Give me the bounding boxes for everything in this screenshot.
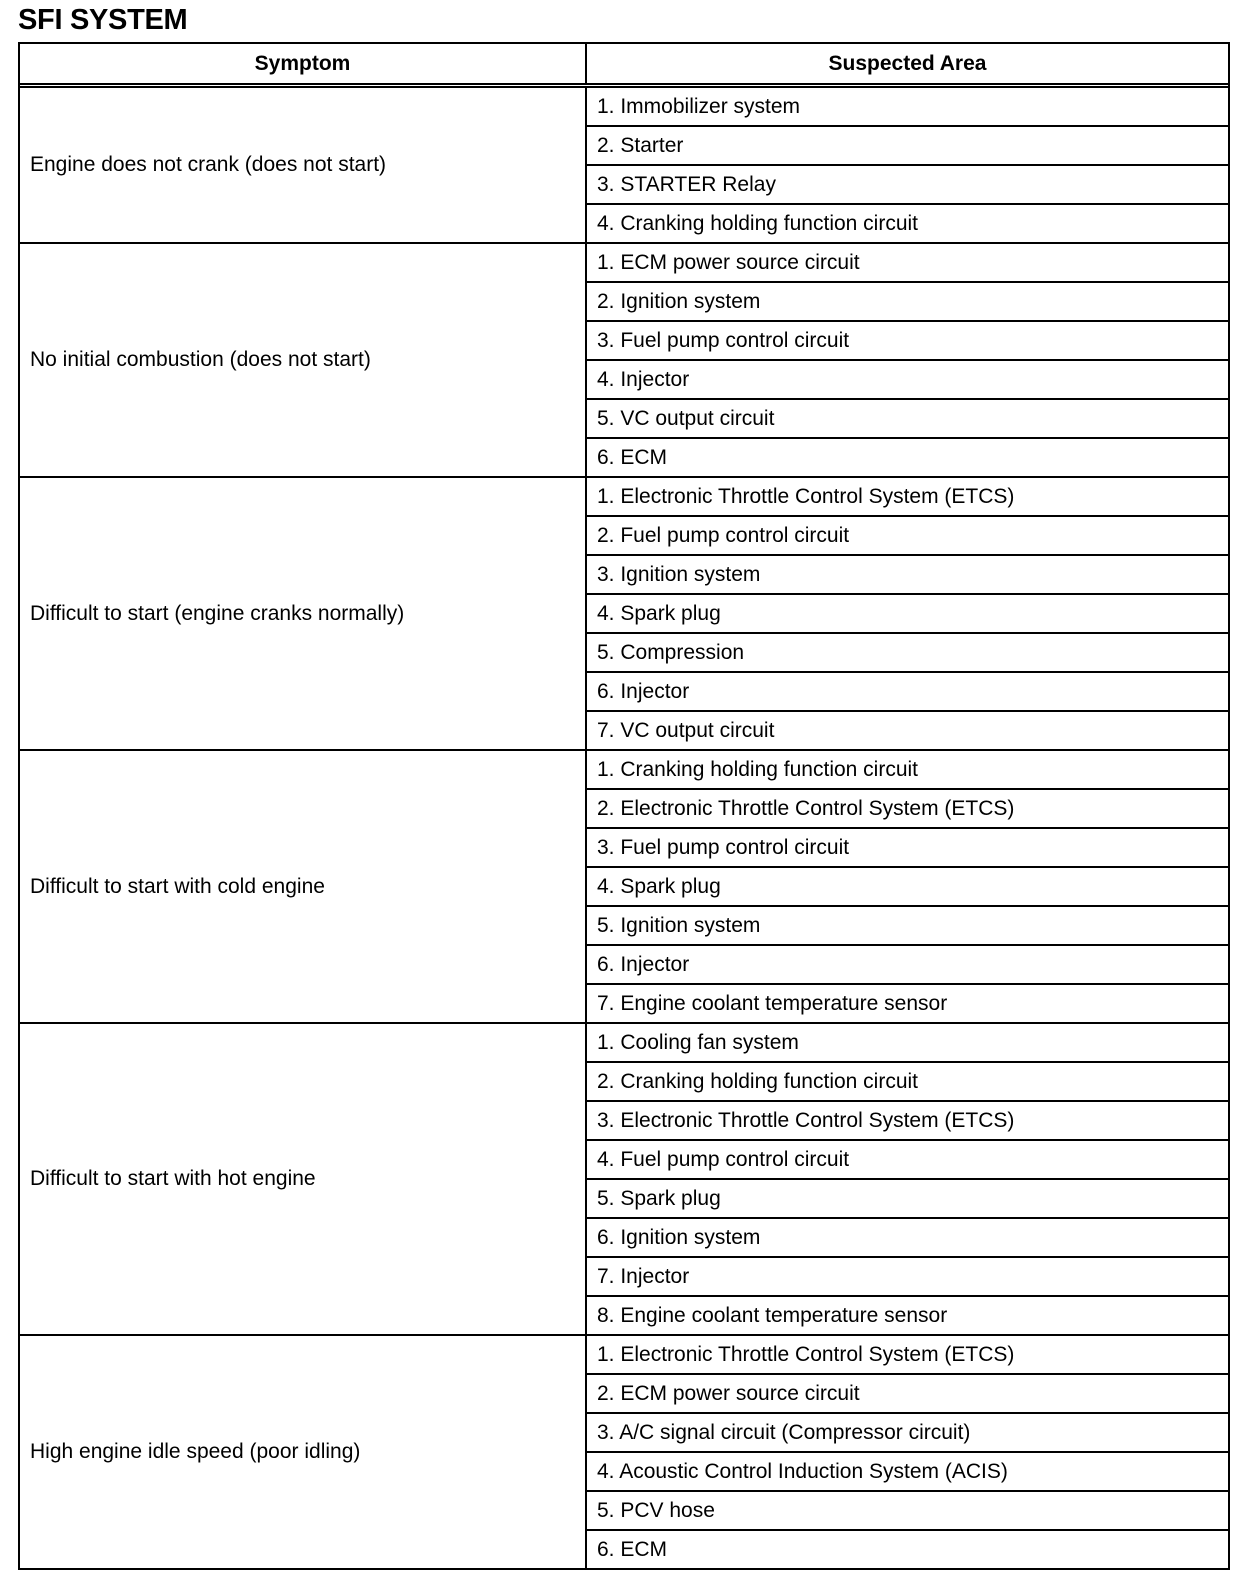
suspected-area-item: 3. Fuel pump control circuit [587, 320, 1228, 359]
suspected-area-list [587, 478, 1228, 749]
suspected-area-item: 6. ECM [587, 437, 1228, 476]
suspected-area-list [587, 1024, 1228, 1334]
suspected-area-item: 2. Starter [587, 125, 1228, 164]
suspected-area-item: 5. Ignition system [587, 905, 1228, 944]
page-title: SFI SYSTEM [18, 4, 188, 36]
suspected-area-item: 2. Fuel pump control circuit [587, 515, 1228, 554]
symptom-group [20, 476, 1228, 749]
suspected-area-list [587, 88, 1228, 242]
table-body [20, 88, 1228, 1568]
symptom-cell: Difficult to start with cold engine [20, 751, 587, 1022]
suspected-area-list [587, 751, 1228, 1022]
suspected-area-item: 5. Compression [587, 632, 1228, 671]
header-symptom: Symptom [20, 44, 587, 83]
suspected-area-item: 4. Acoustic Control Induction System (ACIS) [587, 1451, 1228, 1490]
symptom-cell: Engine does not crank (does not start) [20, 88, 587, 242]
suspected-area-item: 5. VC output circuit [587, 398, 1228, 437]
table-header [20, 44, 1228, 88]
suspected-area-item: 8. Engine coolant temperature sensor [587, 1295, 1228, 1334]
suspected-area-item: 2. Electronic Throttle Control System (ETCS) [587, 788, 1228, 827]
symptom-group [20, 242, 1228, 476]
suspected-area-item: 2. ECM power source circuit [587, 1373, 1228, 1412]
suspected-area-item: 6. Injector [587, 944, 1228, 983]
symptom-group [20, 88, 1228, 242]
suspected-area-item: 1. Cranking holding function circuit [597, 758, 919, 781]
suspected-area-item: 7. Engine coolant temperature sensor [587, 983, 1228, 1022]
suspected-area-item: 3. Fuel pump control circuit [587, 827, 1228, 866]
suspected-area-item: 4. Cranking holding function circuit [587, 203, 1228, 242]
suspected-area-item: 7. Injector [587, 1256, 1228, 1295]
symptom-table [18, 42, 1230, 1570]
suspected-area-item: 3. STARTER Relay [587, 164, 1228, 203]
symptom-group [20, 749, 1228, 1022]
suspected-area-item: 6. Injector [587, 671, 1228, 710]
suspected-area-list [587, 1336, 1228, 1568]
suspected-area-item: 3. A/C signal circuit (Compressor circuit) [587, 1412, 1228, 1451]
suspected-area-item: 4. Fuel pump control circuit [587, 1139, 1228, 1178]
suspected-area-item: 3. Ignition system [587, 554, 1228, 593]
suspected-area-item: 1. Electronic Throttle Control System (ETCS) [597, 1343, 1015, 1366]
suspected-area-item: 5. Spark plug [587, 1178, 1228, 1217]
suspected-area-item: 6. ECM [587, 1529, 1228, 1568]
suspected-area-item: 4. Spark plug [587, 866, 1228, 905]
suspected-area-item: 3. Electronic Throttle Control System (ETCS) [587, 1100, 1228, 1139]
suspected-area-item: 1. Immobilizer system [597, 95, 801, 118]
symptom-cell: Difficult to start with hot engine [20, 1024, 587, 1334]
suspected-area-item: 2. Cranking holding function circuit [587, 1061, 1228, 1100]
symptom-cell: High engine idle speed (poor idling) [20, 1336, 587, 1568]
symptom-cell: Difficult to start (engine cranks normally) [20, 478, 587, 749]
symptom-group [20, 1022, 1228, 1334]
suspected-area-item: 5. PCV hose [587, 1490, 1228, 1529]
symptom-group [20, 1334, 1228, 1568]
suspected-area-item: 1. Electronic Throttle Control System (ETCS) [597, 485, 1015, 508]
suspected-area-list [587, 244, 1228, 476]
suspected-area-item: 7. VC output circuit [587, 710, 1228, 749]
suspected-area-item: 1. ECM power source circuit [597, 251, 860, 274]
suspected-area-item: 1. Cooling fan system [597, 1031, 799, 1054]
suspected-area-item: 2. Ignition system [587, 281, 1228, 320]
suspected-area-item: 6. Ignition system [587, 1217, 1228, 1256]
suspected-area-item: 4. Injector [587, 359, 1228, 398]
suspected-area-item: 4. Spark plug [587, 593, 1228, 632]
symptom-cell: No initial combustion (does not start) [20, 244, 587, 476]
header-suspected-area: Suspected Area [828, 51, 987, 75]
